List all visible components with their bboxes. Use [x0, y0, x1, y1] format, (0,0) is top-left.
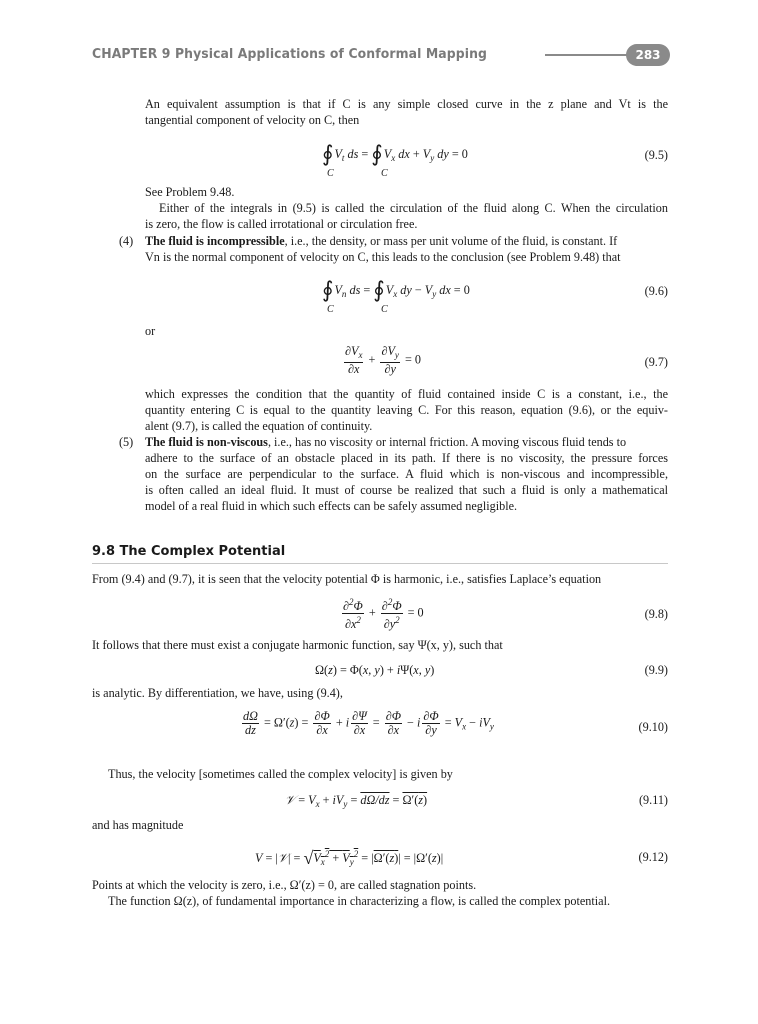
nonviscous-line4: is often called an ideal fluid. It must of course be realized that such a fluid is only a mathematical	[145, 483, 668, 497]
item-text: , i.e., has no viscosity or internal friction. A moving viscous fluid tends to	[267, 435, 627, 449]
analytic-text: is analytic. By differentiation, we have, using (9.4),	[92, 686, 343, 700]
equation-number: (9.5)	[644, 148, 668, 162]
or-word: or	[145, 324, 156, 338]
paragraph-assumption-line1: An equivalent assumption is that if C is any simple closed curve in the z plane and Vt is the	[145, 97, 668, 111]
equation-9-7: $\frac{\partial V_x}{\partial x}$ + $\frac{\partial V_y}{\partial y}$ = 0	[345, 344, 421, 376]
equation-9-11: 𝒱 = $V_x + iV_y = d\Omega/dz = \Omega'(z)$	[285, 793, 428, 809]
equation-number: (9.8)	[644, 607, 668, 621]
circulation-line1: Either of the integrals in (9.5) is called the circulation of the fluid along C. When the circulation	[159, 201, 668, 215]
list-marker: (4)	[119, 234, 134, 248]
chapter-title: CHAPTER 9 Physical Applications of Conformal Mapping	[92, 46, 487, 62]
continuity-line3: alent (9.7), is called the equation of continuity.	[145, 419, 373, 433]
contour-label: C	[327, 168, 334, 179]
complex-potential-text: The function Ω(z), of fundamental importance in characterizing a flow, is called the complex potential.	[108, 894, 611, 908]
stagnation-text: Points at which the velocity is zero, i.e., Ω′(z) = 0, are called stagnation points.	[92, 878, 477, 892]
equation-number: (9.10)	[638, 720, 668, 734]
conjugate-intro: It follows that there must exist a conjugate harmonic function, say Ψ(x, y), such that	[92, 638, 503, 652]
nonviscous-line2: adhere to the surface of an obstacle placed in its path. If there is no viscosity, the pressure forces	[145, 451, 668, 465]
equation-number: (9.6)	[644, 284, 668, 298]
paragraph-assumption-line2: tangential component of velocity on C, then	[145, 113, 360, 127]
equation-number: (9.9)	[644, 663, 668, 677]
continuity-line1: which expresses the condition that the quantity of fluid contained inside C is a constant, i.e., the	[145, 387, 668, 401]
equation-9-5: $∮V_t$ ds = $∮V_x$ dx + $V_y$ dy = 0	[322, 141, 468, 166]
list-marker: (5)	[119, 435, 134, 449]
equation-number: (9.12)	[638, 850, 668, 864]
continuity-line2: quantity entering C is equal to the quantity leaving C. For this reason, equation (9.6), or the equiv-	[145, 403, 668, 417]
nonviscous-line5: model of a real fluid in which such effects can be safely assumed negligible.	[145, 499, 518, 513]
circulation-line2: is zero, the flow is called irrotational or circulation free.	[145, 217, 418, 231]
equation-number: (9.7)	[644, 355, 668, 369]
contour-label: C	[381, 168, 388, 179]
incompressible-line2: Vn is the normal component of velocity on C, this leads to the conclusion (see Problem 9.48) that	[145, 250, 621, 264]
nonviscous-line3: on the surface are perpendicular to the surface. A fluid which is non-viscous and incompressible,	[145, 467, 668, 481]
page-number: 283	[626, 44, 670, 66]
equation-number: (9.11)	[639, 793, 668, 807]
nonviscous-line1	[145, 434, 626, 450]
contour-label: C	[327, 304, 334, 315]
laplace-intro: From (9.4) and (9.7), it is seen that the velocity potential Φ is harmonic, i.e., satisfies Laplace’s equation	[92, 572, 602, 586]
magnitude-intro: and has magnitude	[92, 818, 184, 832]
section-title: 9.8 The Complex Potential	[92, 544, 286, 559]
see-problem: See Problem 9.48.	[145, 185, 235, 199]
section-heading	[92, 541, 668, 564]
equation-9-12: V = |𝒱| = $√V_x^2 + V_y^2 = |\Omega'(z)| = |\Omega'(z)|$	[255, 848, 444, 868]
running-header	[92, 42, 670, 68]
contour-label: C	[381, 304, 388, 315]
item-lead: The fluid is incompressible	[145, 234, 285, 248]
item-text: , i.e., the density, or mass per unit volume of the fluid, is constant. If	[284, 234, 618, 248]
item-lead: The fluid is non-viscous	[145, 435, 268, 449]
equation-9-9: Ω(z) = Φ(x, y) + iΨ(x, y)	[315, 663, 435, 677]
velocity-intro: Thus, the velocity [sometimes called the complex velocity] is given by	[108, 767, 453, 781]
equation-9-8: $\frac{\partial^2\Phi}{\partial x^2}$ + $\frac{\partial^2\Phi}{\partial y^2}$ = 0	[343, 597, 424, 631]
equation-9-6: $∮V_n$ ds = $∮V_x$ dy − $V_y$ dx = 0	[322, 277, 470, 302]
header-rule	[545, 54, 635, 56]
incompressible-line1	[145, 233, 668, 249]
equation-9-10: $\frac{d\Omega}{dz}$ = Ω′(z) = $\frac{\partial\Phi}{\partial x}$ + i $\frac{\partial\Psi}{\partial x}$ = $\frac{\partial\Phi}{\partial x}$ − i $\frac{\partial\Phi}{\partial y}$ = $V_x - iV_y$	[243, 709, 494, 737]
